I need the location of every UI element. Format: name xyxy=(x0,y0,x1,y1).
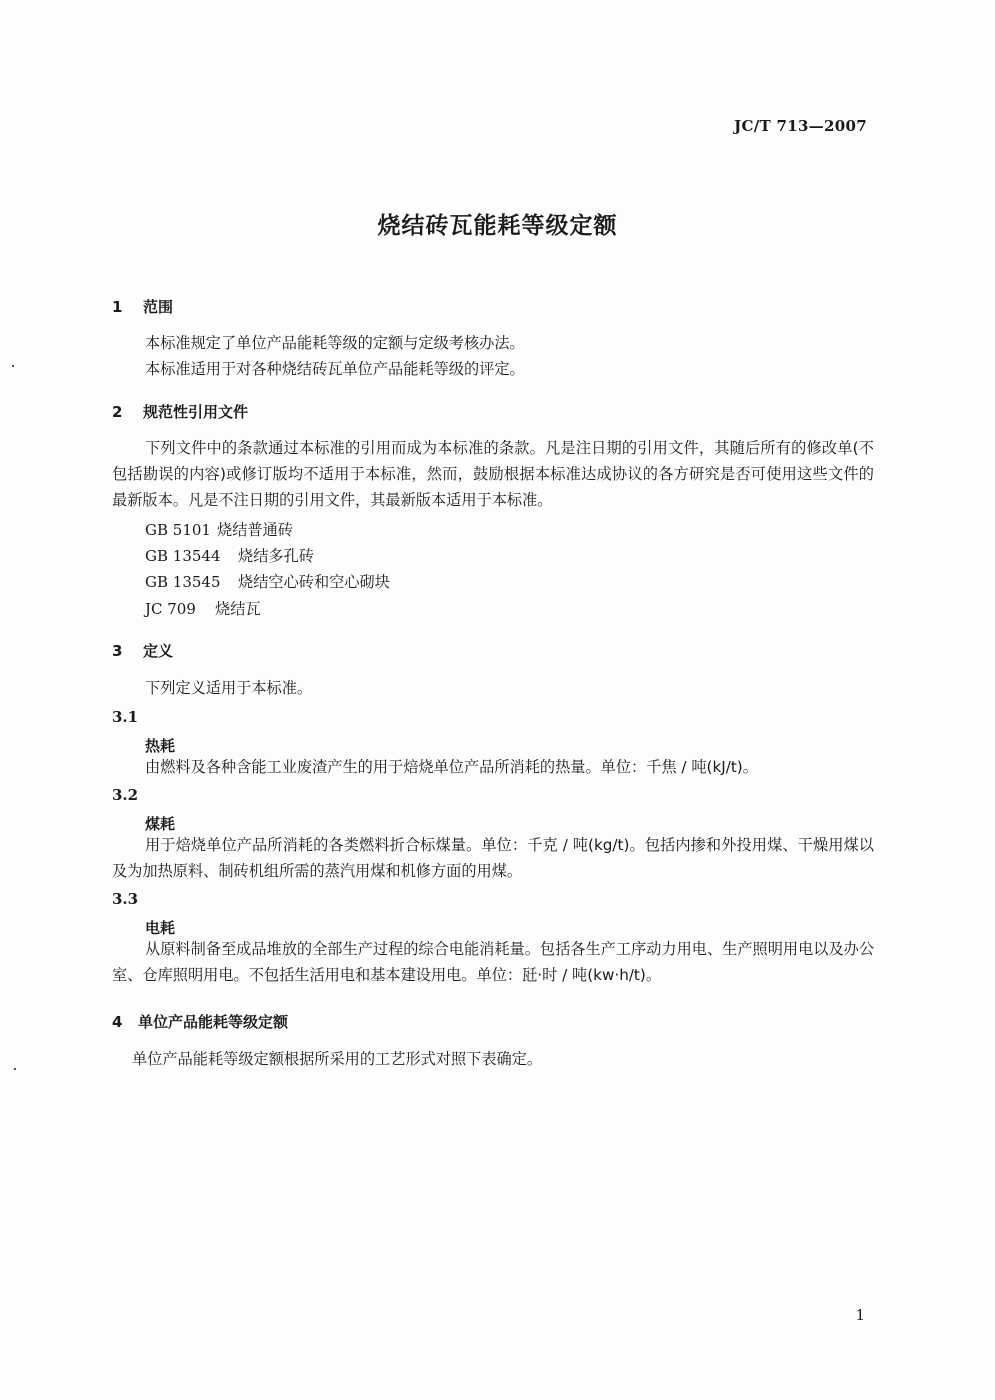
term-heading: 热耗 xyxy=(145,737,176,755)
section-number: 2 xyxy=(112,403,123,421)
paragraph: 下列定义适用于本标准。 xyxy=(145,679,313,697)
section-3-heading xyxy=(112,640,173,661)
section-number: 3 xyxy=(112,642,123,660)
section-title: 范围 xyxy=(143,298,174,316)
reference-name: 烧结多孔砖 xyxy=(238,547,314,565)
paragraph: 单位产品能耗等级定额根据所采用的工艺形式对照下表确定。 xyxy=(132,1050,543,1068)
reference-code: GB 13545 xyxy=(145,573,221,591)
term-definition: 从原料制备至成品堆放的全部生产过程的综合电能消耗量。包括各生产工序动力用电、生产照明用电以及办公室、仓库照明用电。不包括生活用电和基本建设用电。单位：瓩·时 / 吨(kw·h/t)。 xyxy=(112,940,874,984)
document-title: 烧结砖瓦能耗等级定额 xyxy=(377,213,618,239)
reference-item xyxy=(145,596,261,622)
paragraph: 本标准规定了单位产品能耗等级的定额与定级考核办法。 xyxy=(145,334,525,352)
reference-item xyxy=(145,543,314,569)
term-definition: 由燃料及各种含能工业废渣产生的用于焙烧单位产品所消耗的热量。单位：千焦 / 吨(kJ/t)。 xyxy=(145,758,758,776)
term-heading: 电耗 xyxy=(145,919,176,937)
reference-code: GB 13544 xyxy=(145,547,221,565)
section-1-heading xyxy=(112,296,173,317)
subsection-number: 3.3 xyxy=(112,890,139,908)
reference-name: 烧结空心砖和空心砌块 xyxy=(238,573,390,591)
section-4-heading xyxy=(112,1011,288,1032)
reference-name: 烧结普通砖 xyxy=(217,521,293,539)
paragraph: 本标准适用于对各种烧结砖瓦单位产品能耗等级的评定。 xyxy=(145,360,525,378)
reference-code: JC 709 xyxy=(145,600,196,618)
term-heading: 煤耗 xyxy=(145,815,176,833)
section-title: 规范性引用文件 xyxy=(143,403,249,421)
reference-name: 烧结瓦 xyxy=(215,600,261,618)
reference-code: GB 5101 xyxy=(145,521,211,539)
standard-code: JC/T 713—2007 xyxy=(734,117,867,135)
reference-item xyxy=(145,517,293,543)
page-number: 1 xyxy=(855,1306,865,1324)
scan-mark xyxy=(14,1068,16,1070)
section-number: 1 xyxy=(112,298,123,316)
scan-mark xyxy=(12,365,14,367)
section-2-heading xyxy=(112,401,248,422)
section-title: 单位产品能耗等级定额 xyxy=(138,1013,289,1031)
reference-item xyxy=(145,569,390,595)
subsection-number: 3.2 xyxy=(112,786,139,804)
section-title: 定义 xyxy=(143,642,174,660)
term-definition: 用于焙烧单位产品所消耗的各类燃料折合标煤量。单位：千克 / 吨(kg/t)。包括内掺和外投用煤、干燥用煤以及为加热原料、制砖机组所需的蒸汽用煤和机修方面的用煤。 xyxy=(112,836,874,880)
subsection-number: 3.1 xyxy=(112,708,139,726)
paragraph: 下列文件中的条款通过本标准的引用而成为本标准的条款。凡是注日期的引用文件，其随后所有的修改单(不包括勘误的内容)或修订版均不适用于本标准，然而，鼓励根据本标准达成协议的各方研究是否可使用这些文件的最新版本。凡是不注日期的引用文件，其最新版本适用于本标准。 xyxy=(112,439,874,509)
section-number: 4 xyxy=(112,1013,123,1031)
